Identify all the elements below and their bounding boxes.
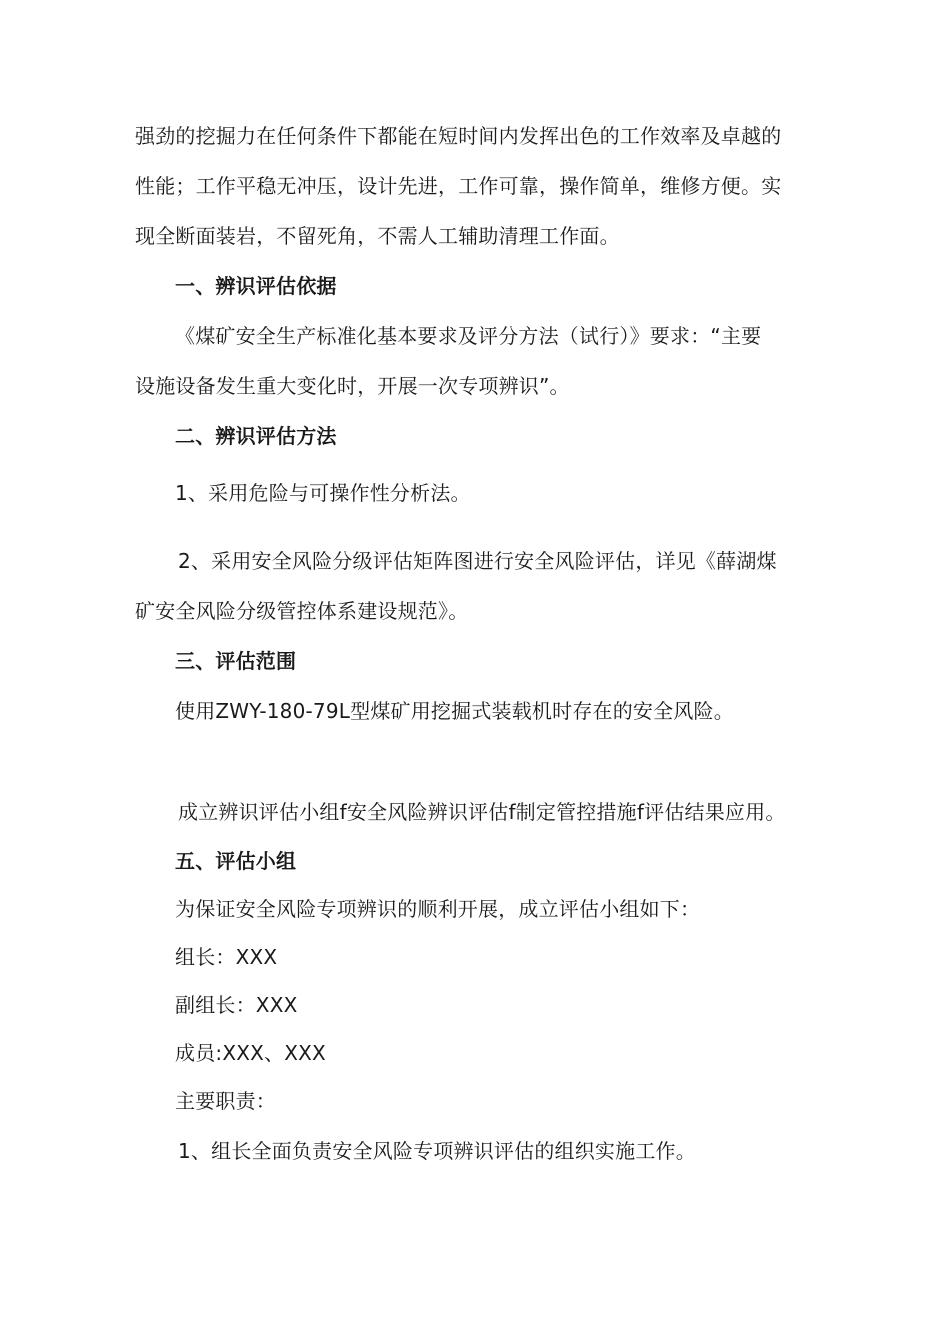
team-deputy-leader: 副组长：XXX <box>175 993 298 1017</box>
intro-line-3: 现全断面装岩，不留死角，不需人工辅助清理工作面。 <box>135 224 620 248</box>
method-item-2-line-2: 矿安全风险分级管控体系建设规范》。 <box>135 599 469 623</box>
duties-label: 主要职责： <box>175 1089 276 1113</box>
team-intro: 为保证安全风险专项辨识的顺利开展，成立评估小组如下： <box>175 897 701 921</box>
intro-line-1: 强劲的挖掘力在任何条件下都能在短时间内发挥出色的工作效率及卓越的 <box>135 124 782 148</box>
duty-item-1: 1、组长全面负责安全风险专项辨识评估的组织实施工作。 <box>178 1139 696 1163</box>
process-flow-text: 成立辨识评估小组f安全风险辨识评估f制定管控措施f评估结果应用。 <box>178 800 786 824</box>
section-heading-scope: 三、评估范围 <box>175 649 297 673</box>
section-heading-basis: 一、辨识评估依据 <box>175 274 337 298</box>
method-item-1: 1、采用危险与可操作性分析法。 <box>175 481 471 505</box>
scope-text: 使用ZWY-180-79L型煤矿用挖掘式装载机时存在的安全风险。 <box>175 699 734 723</box>
section-heading-method: 二、辨识评估方法 <box>175 424 337 448</box>
basis-paragraph-line-1: 《煤矿安全生产标准化基本要求及评分方法（试行）》要求：“主要 <box>175 324 762 348</box>
team-leader: 组长：XXX <box>175 945 278 969</box>
basis-paragraph-line-2: 设施设备发生重大变化时，开展一次专项辨识”。 <box>135 374 570 398</box>
section-heading-team: 五、评估小组 <box>175 849 297 873</box>
method-item-2-line-1: 2、采用安全风险分级评估矩阵图进行安全风险评估，详见《薛湖煤 <box>178 549 777 573</box>
team-members: 成员:XXX、XXX <box>175 1041 326 1065</box>
intro-line-2: 性能；工作平稳无冲压，设计先进，工作可靠，操作简单，维修方便。实 <box>135 174 782 198</box>
